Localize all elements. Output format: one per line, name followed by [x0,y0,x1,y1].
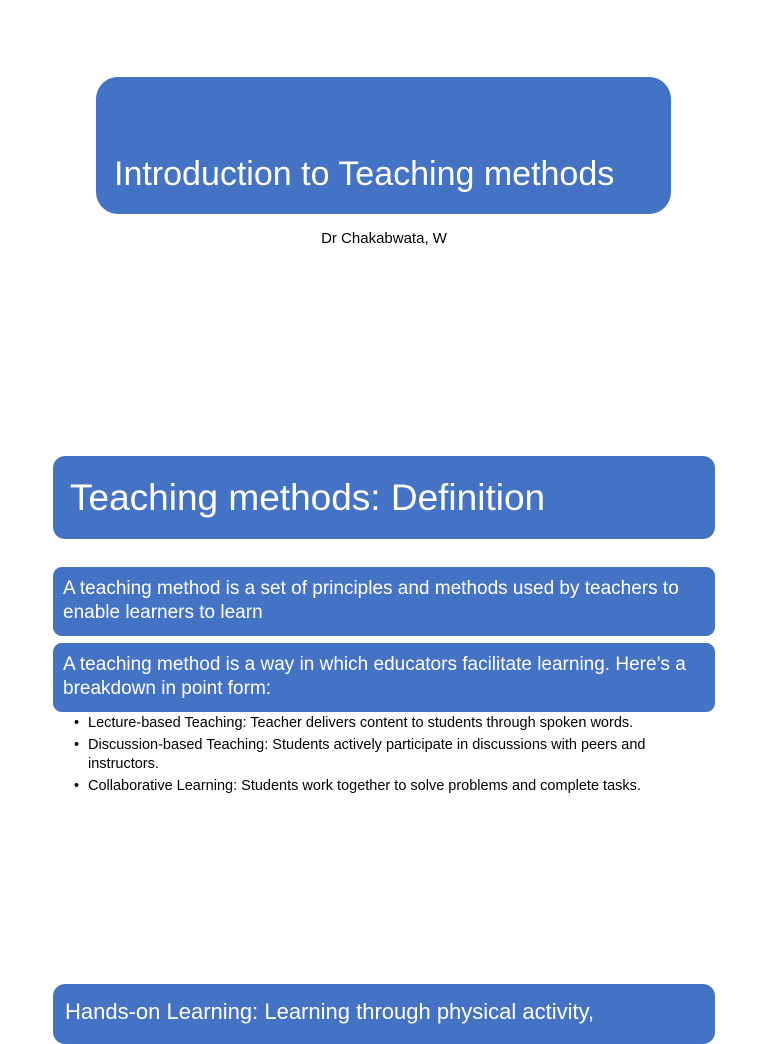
bullet-text: Collaborative Learning: Students work together to solve problems and complete tasks. [88,778,641,794]
definition-text-1: A teaching method is a set of principles and methods used by teachers to enable learners to learn [63,578,679,623]
teaching-methods-bullet-list [72,714,712,799]
bullet-dot-icon: • [74,715,80,731]
bullet-item [72,714,712,733]
author-subtitle: Dr Chakabwata, W [321,230,447,247]
title-box [96,77,671,214]
bullet-text: Discussion-based Teaching: Students actively participate in discussions with peers and instructors. [88,737,646,772]
bullet-dot-icon: • [74,778,80,794]
bullet-item [72,777,712,796]
definition-heading: Teaching methods: Definition [70,476,546,518]
hands-on-learning-text: Hands-on Learning: Learning through physical activity, [65,999,595,1024]
definition-box-1 [53,567,715,636]
bullet-text: Lecture-based Teaching: Teacher delivers content to students through spoken words. [88,715,634,731]
definition-title-box [53,456,715,539]
presentation-title: Introduction to Teaching methods [114,155,615,193]
definition-box-2 [53,643,715,712]
bullet-dot-icon: • [74,737,80,753]
bullet-item [72,736,712,774]
hands-on-learning-box [53,984,715,1044]
definition-text-2: A teaching method is a way in which educators facilitate learning. Here’s a breakdown in point form: [63,654,686,699]
